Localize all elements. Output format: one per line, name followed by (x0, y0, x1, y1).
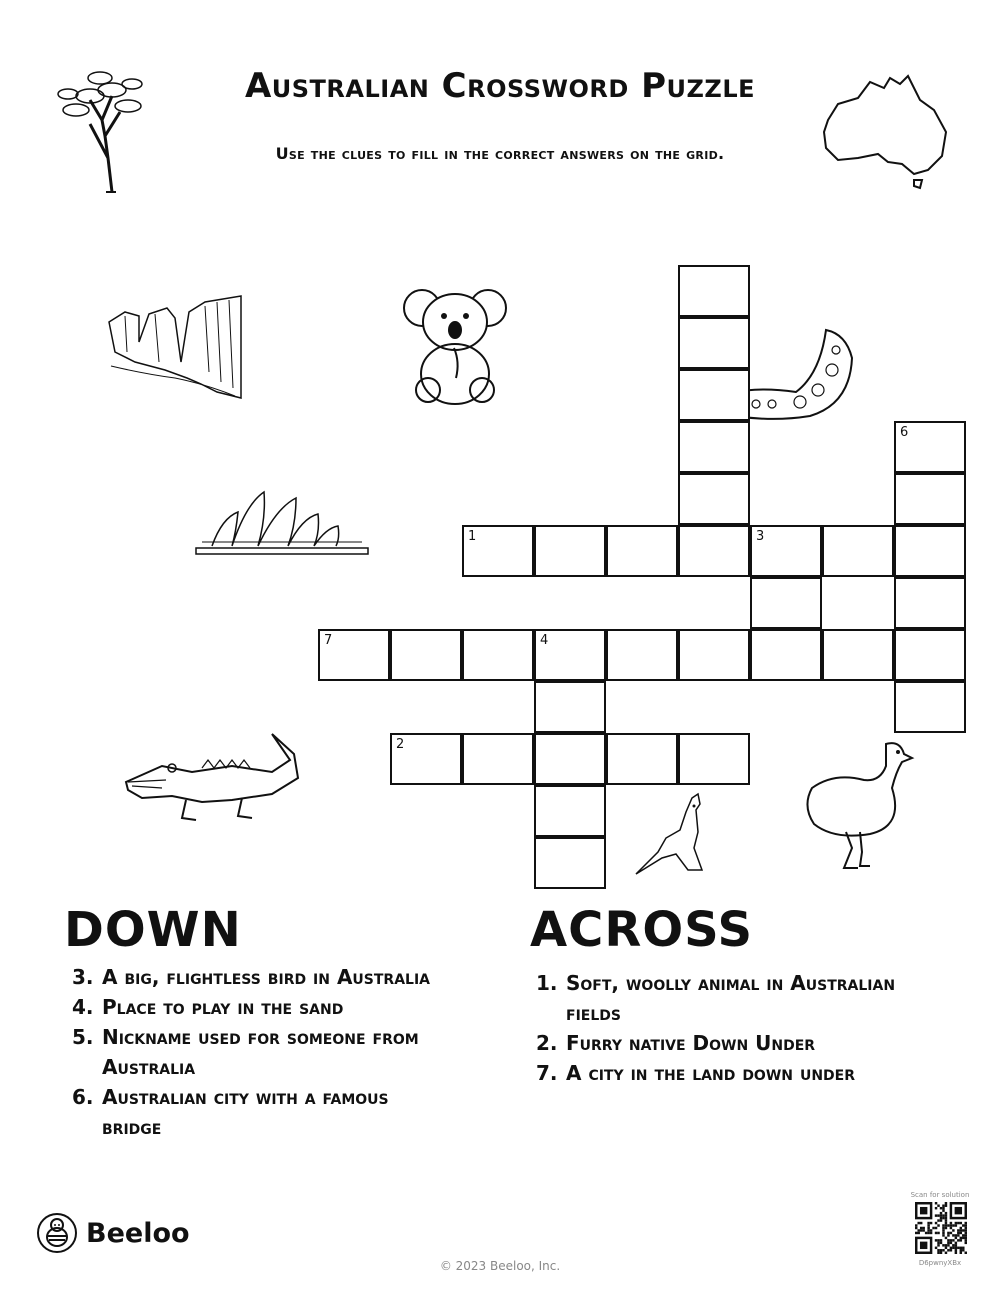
grid-cell[interactable] (678, 629, 750, 681)
grid-cell[interactable] (534, 681, 606, 733)
grid-cell[interactable] (606, 525, 678, 577)
clue-number: 7 (324, 633, 333, 648)
clue-number: 7. (536, 1061, 558, 1085)
grid-cell[interactable] (750, 629, 822, 681)
grid-cell[interactable] (606, 733, 678, 785)
clue-number: 2 (396, 737, 405, 752)
grid-cell[interactable] (390, 629, 462, 681)
clue-number: 6 (900, 425, 909, 440)
grid-cell[interactable] (750, 577, 822, 629)
instructions: Use the clues to fill in the correct answers on the grid. (275, 144, 725, 163)
grid-cell[interactable] (390, 733, 462, 785)
grid-cell[interactable] (462, 733, 534, 785)
grid-cell[interactable] (894, 577, 966, 629)
grid-cell[interactable] (534, 785, 606, 837)
grid-cell[interactable] (894, 525, 966, 577)
qr-code-id: D6pwnyXBx (918, 1259, 962, 1267)
grid-cell[interactable] (534, 733, 606, 785)
grid-cell[interactable] (462, 629, 534, 681)
clue-number: 1. (536, 971, 558, 995)
grid-cell[interactable] (822, 629, 894, 681)
grid-cell[interactable] (534, 837, 606, 889)
clue-number: 3 (756, 529, 765, 544)
grid-cell[interactable] (894, 681, 966, 733)
grid-cell[interactable] (534, 629, 606, 681)
clue-item (536, 1028, 916, 1058)
clue-number: 1 (468, 529, 477, 544)
clue-text: A big, flightless bird in Australia (102, 965, 431, 989)
clue-item (72, 962, 452, 992)
clue-number: 3. (72, 965, 94, 989)
clue-number: 5. (72, 1025, 94, 1049)
grid-cell[interactable] (318, 629, 390, 681)
grid-cell[interactable] (678, 317, 750, 369)
clue-text: Place to play in the sand (102, 995, 344, 1019)
clue-item (536, 968, 916, 1028)
down-clues (72, 962, 452, 1142)
grid-cell[interactable] (894, 421, 966, 473)
clue-text: Australian city with a famous bridge (102, 1085, 389, 1139)
grid-cell[interactable] (678, 525, 750, 577)
qr-code-icon[interactable] (915, 1202, 967, 1254)
clue-item (536, 1058, 916, 1088)
grid-cell[interactable] (894, 473, 966, 525)
clue-item (72, 992, 452, 1022)
brand-logo (36, 1212, 190, 1254)
grid-cell[interactable] (678, 473, 750, 525)
clue-text: Nickname used for someone from Australia (102, 1025, 419, 1079)
down-heading: DOWN (64, 902, 242, 958)
clue-text: Soft, woolly animal in Australian fields (566, 971, 896, 1025)
clue-item (72, 1082, 452, 1142)
grid-cell[interactable] (822, 525, 894, 577)
grid-cell[interactable] (462, 525, 534, 577)
grid-cell[interactable] (678, 369, 750, 421)
page-title: Australian Crossword Puzzle (244, 66, 756, 106)
clue-number: 4. (72, 995, 94, 1019)
grid-cell[interactable] (678, 421, 750, 473)
copyright: © 2023 Beeloo, Inc. (439, 1259, 561, 1273)
clue-number: 6. (72, 1085, 94, 1109)
grid-cell[interactable] (750, 525, 822, 577)
clue-number: 2. (536, 1031, 558, 1055)
grid-cell[interactable] (894, 629, 966, 681)
across-clues (536, 968, 916, 1088)
clue-item (72, 1022, 452, 1082)
brand-name: Beeloo (86, 1217, 190, 1249)
bee-icon (36, 1212, 78, 1254)
across-heading: ACROSS (530, 902, 754, 958)
grid-cell[interactable] (678, 733, 750, 785)
grid-cell[interactable] (534, 525, 606, 577)
clue-text: Furry native Down Under (566, 1031, 816, 1055)
grid-cell[interactable] (678, 265, 750, 317)
clue-number: 4 (540, 633, 549, 648)
grid-cell[interactable] (606, 629, 678, 681)
clue-text: A city in the land down under (566, 1061, 856, 1085)
qr-caption: Scan for solution (910, 1191, 970, 1199)
